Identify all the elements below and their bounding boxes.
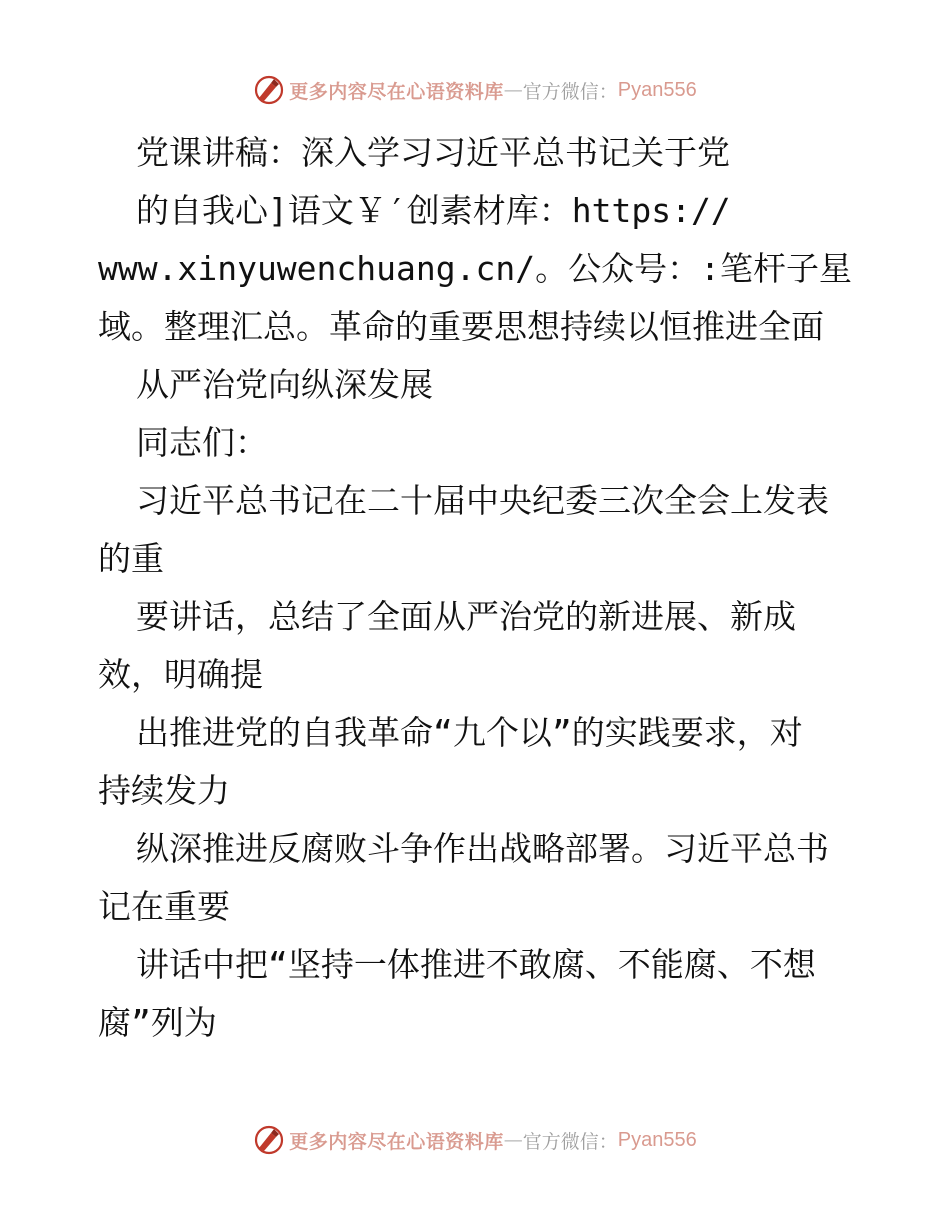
- pen-logo-icon: [253, 74, 285, 106]
- text-line: 记在重要: [98, 887, 230, 926]
- footer-watermark: [0, 1118, 950, 1162]
- text-line: 纵深推进反腐败斗争作出战略部署。习近平总书: [136, 829, 829, 868]
- text-line: 持续发力: [98, 771, 230, 810]
- text-line: 域。整理汇总。革命的重要思想持续以恒推进全面: [98, 307, 824, 346]
- watermark-separator: —: [503, 79, 523, 101]
- watermark-label: 官方微信：: [522, 80, 618, 103]
- document-body: [98, 124, 858, 1052]
- text-line: 腐”列为: [98, 1003, 217, 1042]
- pen-logo-icon: [253, 1124, 285, 1156]
- text-line: 习近平总书记在二十届中央纪委三次全会上发表: [136, 481, 829, 520]
- text-line: 同志们：: [136, 423, 268, 462]
- text-line: 出推进党的自我革命“九个以”的实践要求，对: [136, 713, 803, 752]
- text-line: 要讲话，总结了全面从严治党的新进展、新成: [136, 597, 796, 636]
- text-line: 党课讲稿：深入学习习近平总书记关于党: [136, 133, 730, 172]
- watermark-text: 更多内容尽在心语资料库: [289, 80, 504, 103]
- watermark-wechat-id: Pyan556: [617, 78, 697, 101]
- watermark-text: 更多内容尽在心语资料库: [289, 1130, 504, 1153]
- watermark-separator: —: [503, 1129, 523, 1151]
- watermark-wechat-id: Pyan556: [617, 1128, 697, 1151]
- text-line: 从严治党向纵深发展: [136, 365, 433, 404]
- text-line: 的重: [98, 539, 164, 578]
- text-line: 效，明确提: [98, 655, 263, 694]
- watermark-label: 官方微信：: [522, 1130, 618, 1153]
- header-watermark: [0, 68, 950, 112]
- text-line: www.xinyuwenchuang.cn/。公众号：:笔杆子星: [98, 249, 852, 288]
- text-line: 讲话中把“坚持一体推进不敢腐、不能腐、不想: [136, 945, 816, 984]
- text-line: 的自我心]语文￥′创素材库：https://: [136, 191, 731, 230]
